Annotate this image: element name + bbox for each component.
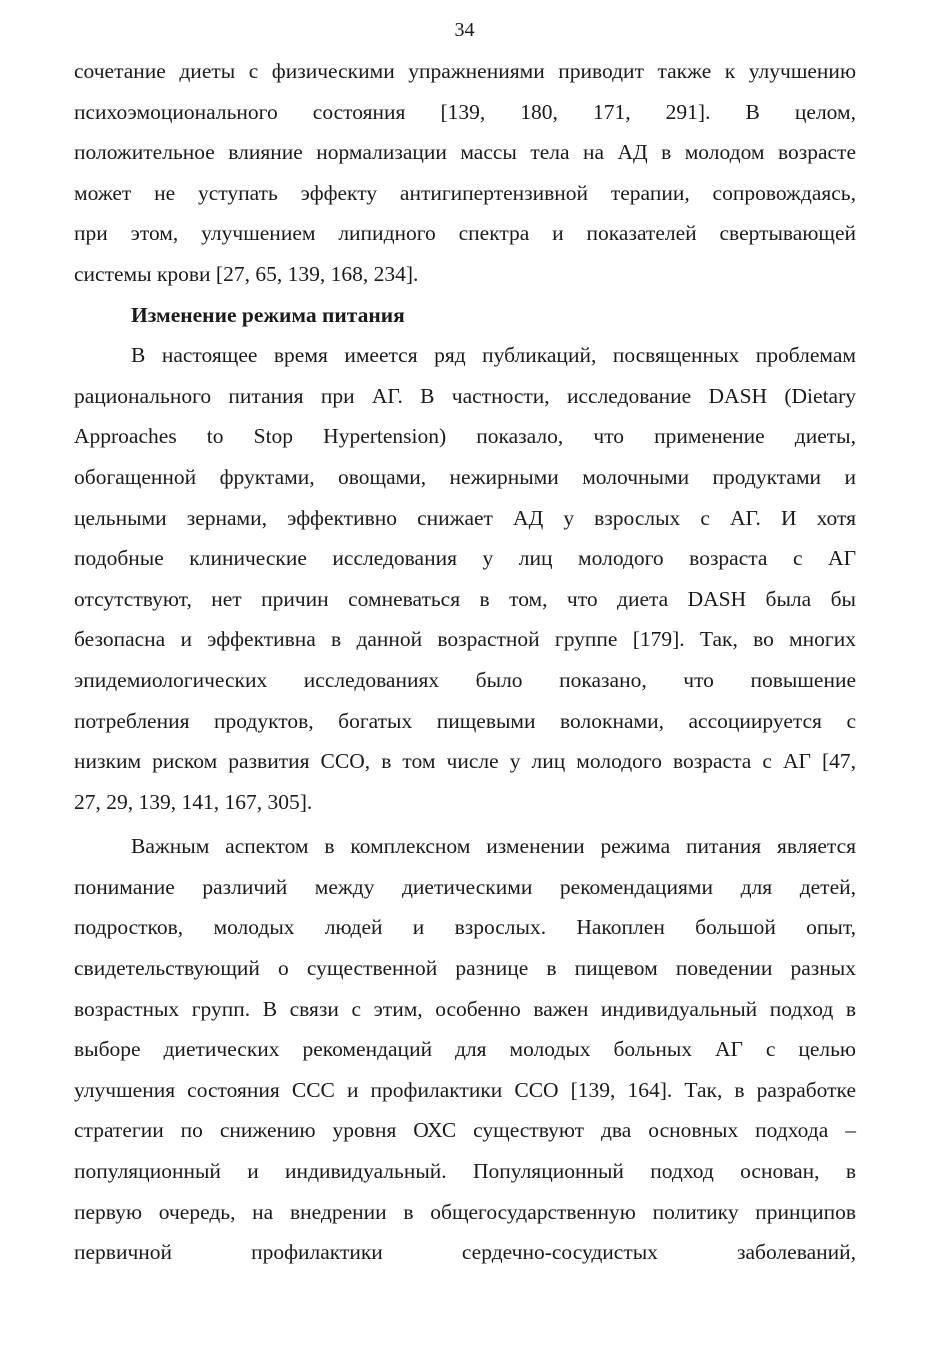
text-line: популяционный и индивидуальный. Популяционный подход основан, в — [74, 1159, 856, 1184]
paragraph-intro-continuation — [74, 51, 856, 295]
text-line: стратегии по снижению уровня ОХС существуют два основных подхода – — [74, 1118, 856, 1143]
text-line: цельными зернами, эффективно снижает АД у взрослых с АГ. И хотя — [74, 505, 856, 530]
text-line: системы крови [27, 65, 139, 168, 234]. — [74, 261, 419, 286]
text-line: отсутствуют, нет причин сомневаться в том, что диета DASH была бы — [74, 586, 856, 611]
text-line: положительное влияние нормализации массы тела на АД в молодом возрасте — [74, 140, 856, 165]
page-number: 34 — [454, 19, 475, 41]
text-line: Важным аспектом в комплексном изменении режима питания является — [131, 834, 856, 859]
text-line: свидетельствующий о существенной разнице в пищевом поведении разных — [74, 956, 856, 981]
text-line: В настоящее время имеется ряд публикаций, посвященных проблемам — [131, 343, 856, 368]
text-line: обогащенной фруктами, овощами, нежирными молочными продуктами и — [74, 464, 856, 489]
text-line: 27, 29, 139, 141, 167, 305]. — [74, 789, 313, 814]
text-line: подростков, молодых людей и взрослых. Накоплен большой опыт, — [74, 915, 856, 940]
text-line: низким риском развития ССО, в том числе у лиц молодого возраста с АГ [47, — [74, 749, 856, 774]
heading-text: Изменение режима питания — [131, 302, 405, 327]
text-line: может не уступать эффекту антигипертензивной терапии, сопровождаясь, — [74, 180, 856, 205]
text-line: улучшения состояния ССС и профилактики ССО [139, 164]. Так, в разработке — [74, 1077, 856, 1102]
paragraph-dash-study — [74, 335, 856, 822]
text-line: понимание различий между диетическими рекомендациями для детей, — [74, 874, 856, 899]
text-line: возрастных групп. В связи с этим, особенно важен индивидуальный подход в — [74, 996, 856, 1021]
paragraph-dietary-recommendations — [74, 826, 856, 1273]
text-line: Approaches to Stop Hypertension) показало, что применение диеты, — [74, 424, 856, 449]
text-line: подобные клинические исследования у лиц молодого возраста с АГ — [74, 546, 856, 571]
text-line: безопасна и эффективна в данной возрастной группе [179]. Так, во многих — [74, 627, 856, 652]
text-line: эпидемиологических исследованиях было показано, что повышение — [74, 667, 856, 692]
section-heading — [74, 295, 856, 336]
text-line: рационального питания при АГ. В частности, исследование DASH (Dietary — [74, 383, 856, 408]
text-line: потребления продуктов, богатых пищевыми волокнами, ассоциируется с — [74, 708, 856, 733]
text-line: психоэмоционального состояния [139, 180, 171, 291]. В целом, — [74, 99, 856, 124]
text-line: выборе диетических рекомендаций для молодых больных АГ с целью — [74, 1037, 856, 1062]
document-body — [74, 51, 856, 1273]
text-line: при этом, улучшением липидного спектра и показателей свертывающей — [74, 221, 856, 246]
text-line: сочетание диеты с физическими упражнениями приводит также к улучшению — [74, 59, 856, 83]
text-line: первичной профилактики сердечно-сосудистых заболеваний, — [74, 1240, 856, 1265]
text-line: первую очередь, на внедрении в общегосударственную политику принципов — [74, 1199, 856, 1224]
